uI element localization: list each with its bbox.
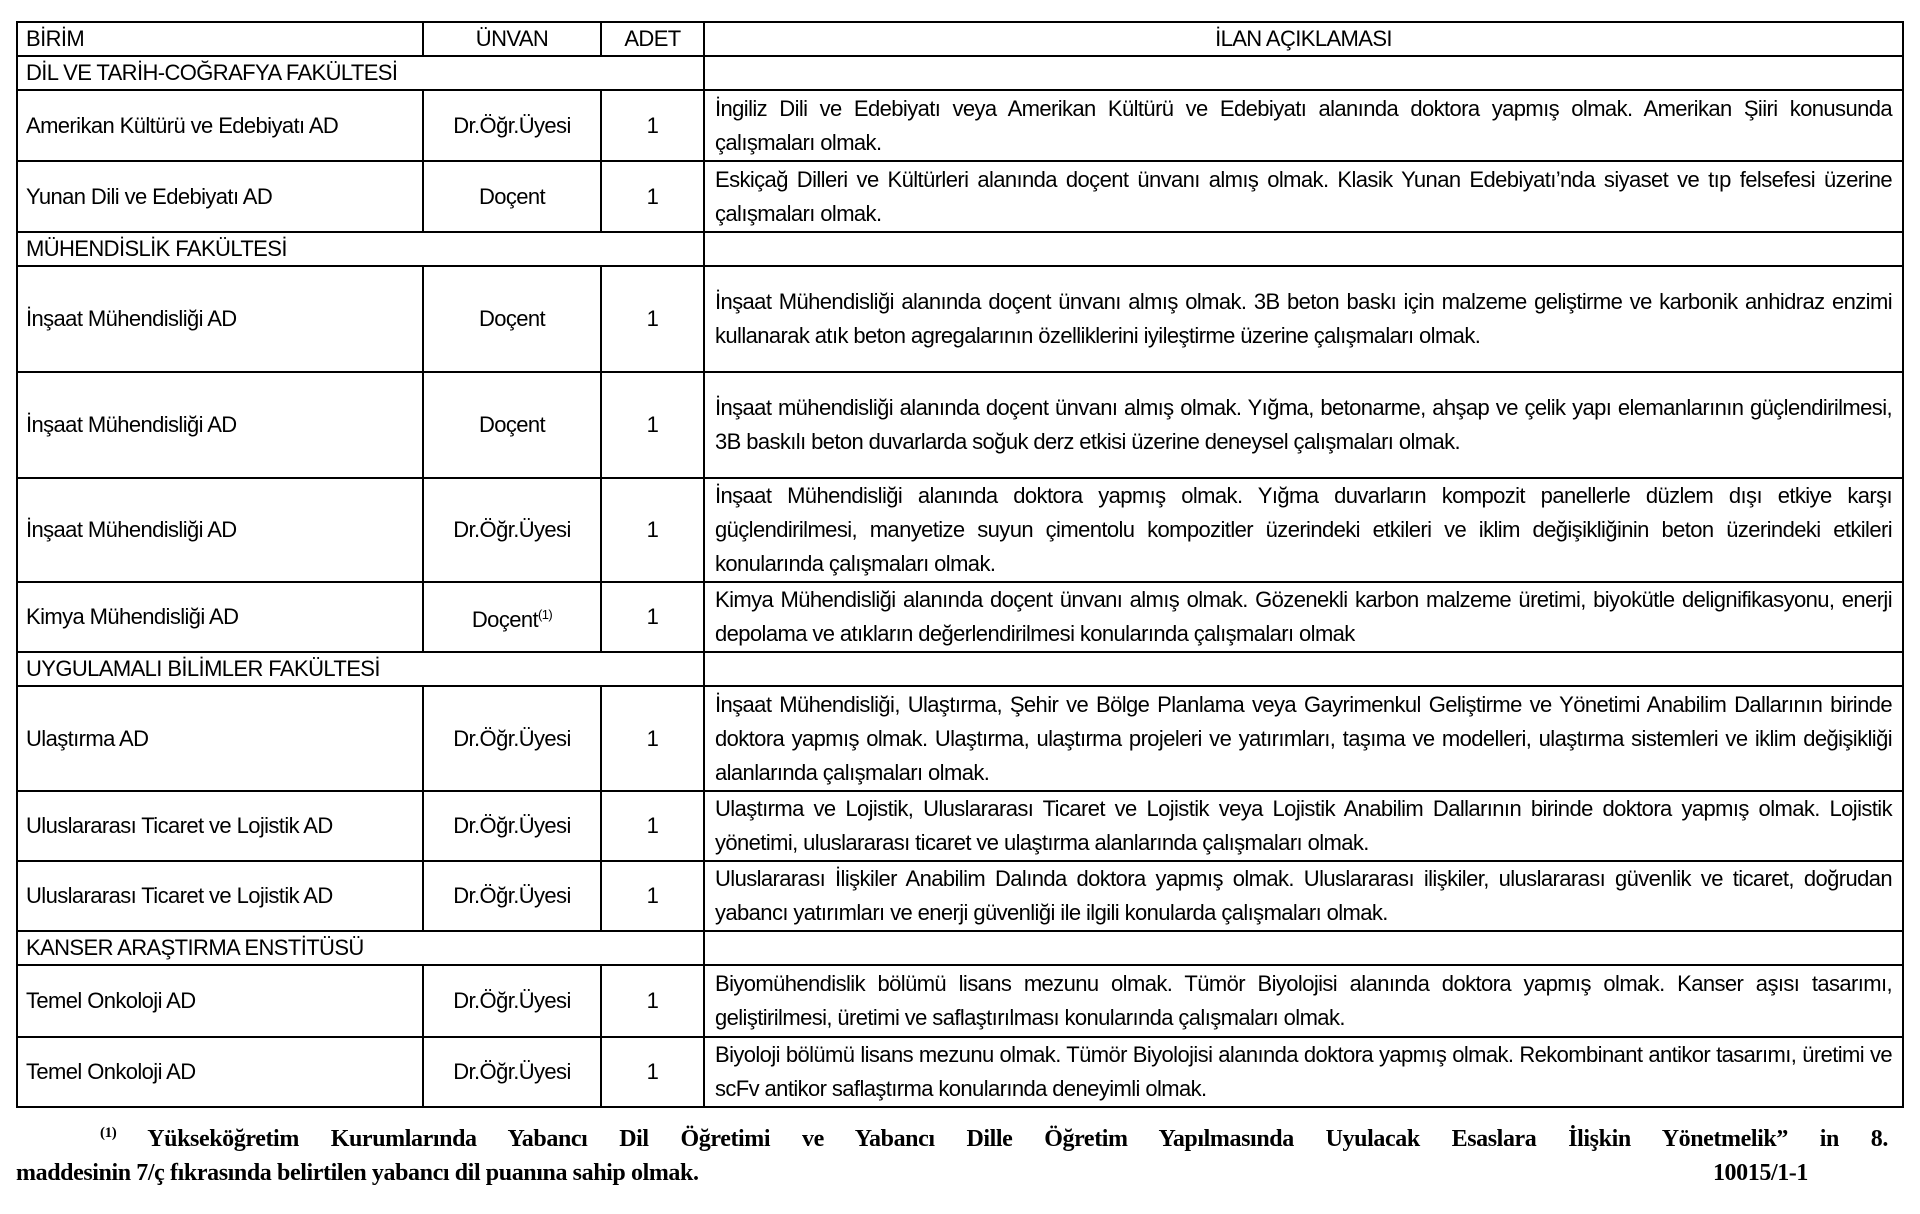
table-row bbox=[17, 791, 1903, 861]
birim-cell: Yunan Dili ve Edebiyatı AD bbox=[17, 161, 423, 232]
empty-cell bbox=[704, 652, 1903, 686]
unvan-cell bbox=[423, 372, 601, 478]
unvan-text: Doçent bbox=[478, 306, 546, 331]
faculty-name: KANSER ARAŞTIRMA ENSTİTÜSÜ bbox=[17, 931, 704, 965]
unvan-text: Doçent bbox=[471, 606, 538, 632]
job-listing-table bbox=[16, 21, 1904, 1108]
table-header-row bbox=[17, 22, 1903, 56]
unvan-cell bbox=[423, 582, 601, 652]
unvan-cell bbox=[423, 791, 601, 861]
table-row bbox=[17, 1037, 1903, 1107]
table-row bbox=[17, 478, 1903, 582]
birim-cell: İnşaat Mühendisliği AD bbox=[17, 372, 423, 478]
aciklama-cell: Biyoloji bölümü lisans mezunu olmak. Tümör Biyolojisi alanında doktora yapmış olmak. Rekombinant antikor tasarımı, üretimi ve scFv antikor saflaştırma konularında deneyimli olmak. bbox=[704, 1037, 1903, 1107]
footnote-marker: (1) bbox=[100, 1125, 117, 1141]
document-reference: 10015/1-1 bbox=[1712, 1160, 1808, 1186]
birim-cell: Kimya Mühendisliği AD bbox=[17, 582, 423, 652]
unvan-cell bbox=[423, 266, 601, 372]
unvan-cell bbox=[423, 861, 601, 931]
unvan-text: Doçent bbox=[478, 412, 546, 437]
adet-cell: 1 bbox=[601, 90, 704, 161]
footnote-text-2: maddesinin 7/ç fıkrasında belirtilen yabancı dil puanına sahip olmak. bbox=[16, 1160, 699, 1186]
adet-cell: 1 bbox=[601, 861, 704, 931]
unvan-text: Dr.Öğr.Üyesi bbox=[453, 813, 571, 838]
aciklama-cell: İnşaat Mühendisliği alanında doktora yapmış olmak. Yığma duvarların kompozit panellerle düzlem dışı etkiye karşı güçlendirilmesi, manyetize suyun çimentolu kompozitler üzerindeki etkileri ve iklim değişikliğinin beton üzerindeki etkileri konularında çalışmaları olmak. bbox=[704, 478, 1903, 582]
table-row bbox=[17, 686, 1903, 791]
faculty-name: UYGULAMALI BİLİMLER FAKÜLTESİ bbox=[17, 652, 704, 686]
table-row bbox=[17, 266, 1903, 372]
footnote-ref: (1) bbox=[538, 606, 553, 622]
table-row bbox=[17, 582, 1903, 652]
unvan-text: Dr.Öğr.Üyesi bbox=[453, 517, 571, 542]
unvan-text: Doçent bbox=[478, 183, 546, 209]
aciklama-cell: Eskiçağ Dilleri ve Kültürleri alanında doçent ünvanı almış olmak. Klasik Yunan Edebiyatı’nda siyaset ve tıp felsefesi üzerine çalışmaları olmak. bbox=[704, 161, 1903, 232]
aciklama-cell: İnşaat mühendisliği alanında doçent ünvanı almış olmak. Yığma, betonarme, ahşap ve çelik yapı elemanlarının güçlendirilmesi, 3B baskılı beton duvarlarda soğuk derz etkisi üzerine deneysel çalışmaları olmak. bbox=[704, 372, 1903, 478]
empty-cell bbox=[704, 931, 1903, 965]
aciklama-cell: İngiliz Dili ve Edebiyatı veya Amerikan Kültürü ve Edebiyatı alanında doktora yapmış olmak. Amerikan Şiiri konusunda çalışmaları olmak. bbox=[704, 90, 1903, 161]
unvan-cell bbox=[423, 478, 601, 582]
faculty-row bbox=[17, 931, 1903, 965]
adet-cell: 1 bbox=[601, 791, 704, 861]
faculty-name: DİL VE TARİH-COĞRAFYA FAKÜLTESİ bbox=[17, 56, 704, 90]
footnote-line-2 bbox=[16, 1156, 1888, 1190]
unvan-cell bbox=[423, 161, 601, 232]
unvan-cell bbox=[423, 965, 601, 1037]
table-row bbox=[17, 372, 1903, 478]
unvan-text: Dr.Öğr.Üyesi bbox=[453, 988, 571, 1013]
birim-cell: Uluslararası Ticaret ve Lojistik AD bbox=[17, 861, 423, 931]
empty-cell bbox=[704, 232, 1903, 266]
table-row bbox=[17, 965, 1903, 1037]
aciklama-cell: İnşaat Mühendisliği, Ulaştırma, Şehir ve Bölge Planlama veya Gayrimenkul Geliştirme ve Yönetimi Anabilim Dallarının birinde doktora yapmış olmak. Ulaştırma, ulaştırma projeleri ve yatırımları, taşıma ve modelleri, ulaştırma sistemleri ve iklim değişikliği alanlarında çalışmaları olmak. bbox=[704, 686, 1903, 791]
unvan-cell bbox=[423, 1037, 601, 1107]
birim-cell: Temel Onkoloji AD bbox=[17, 965, 423, 1037]
header-birim: BİRİM bbox=[17, 22, 423, 56]
adet-cell: 1 bbox=[601, 582, 704, 652]
table-row bbox=[17, 90, 1903, 161]
birim-cell: İnşaat Mühendisliği AD bbox=[17, 478, 423, 582]
birim-cell: Ulaştırma AD bbox=[17, 686, 423, 791]
birim-cell: Temel Onkoloji AD bbox=[17, 1037, 423, 1107]
aciklama-cell: Biyomühendislik bölümü lisans mezunu olmak. Tümör Biyolojisi alanında doktora yapmış olmak. Kanser aşısı tasarımı, geliştirilmesi, üretimi ve saflaştırılması konularında çalışmaları olmak. bbox=[704, 965, 1903, 1037]
header-aciklama: İLAN AÇIKLAMASI bbox=[704, 22, 1903, 56]
adet-cell: 1 bbox=[601, 372, 704, 478]
footnote-line-1 bbox=[16, 1116, 1888, 1156]
unvan-cell bbox=[423, 686, 601, 791]
aciklama-cell: İnşaat Mühendisliği alanında doçent ünvanı almış olmak. 3B beton baskı için malzeme geliştirme ve karbonik anhidraz enzimi kullanarak atık beton agregalarının özelliklerini iyileştirme üzerine çalışmaları olmak. bbox=[704, 266, 1903, 372]
footnote bbox=[16, 1116, 1888, 1190]
adet-cell: 1 bbox=[601, 965, 704, 1037]
unvan-text: Dr.Öğr.Üyesi bbox=[453, 1059, 571, 1084]
birim-cell: Uluslararası Ticaret ve Lojistik AD bbox=[17, 791, 423, 861]
faculty-row bbox=[17, 652, 1903, 686]
unvan-text: Dr.Öğr.Üyesi bbox=[453, 725, 571, 751]
faculty-name: MÜHENDİSLİK FAKÜLTESİ bbox=[17, 232, 704, 266]
adet-cell: 1 bbox=[601, 686, 704, 791]
birim-cell: Amerikan Kültürü ve Edebiyatı AD bbox=[17, 90, 423, 161]
aciklama-cell: Ulaştırma ve Lojistik, Uluslararası Ticaret ve Lojistik veya Lojistik Anabilim Dallarının birinde doktora yapmış olmak. Lojistik yönetimi, uluslararası ticaret ve ulaştırma alanlarında çalışmaları olmak. bbox=[704, 791, 1903, 861]
table-row bbox=[17, 861, 1903, 931]
birim-cell: İnşaat Mühendisliği AD bbox=[17, 266, 423, 372]
footnote-text-1: Yükseköğretim Kurumlarında Yabancı Dil Öğretimi ve Yabancı Dille Öğretim Yapılmasında Uyulacak Esaslara İlişkin Yönetmelik” in 8. bbox=[147, 1126, 1888, 1152]
table-row bbox=[17, 161, 1903, 232]
aciklama-cell: Kimya Mühendisliği alanında doçent ünvanı almış olmak. Gözenekli karbon malzeme üretimi, biyokütle delignifikasyonu, enerji depolama ve atıkların değerlendirilmesi konularında çalışmaları olmak bbox=[704, 582, 1903, 652]
faculty-row bbox=[17, 56, 1903, 90]
faculty-row bbox=[17, 232, 1903, 266]
header-unvan: ÜNVAN bbox=[423, 22, 601, 56]
adet-cell: 1 bbox=[601, 1037, 704, 1107]
unvan-text: Dr.Öğr.Üyesi bbox=[453, 883, 571, 908]
unvan-cell bbox=[423, 90, 601, 161]
aciklama-cell: Uluslararası İlişkiler Anabilim Dalında doktora yapmış olmak. Uluslararası ilişkiler, uluslararası güvenlik ve ticaret, doğrudan yabancı yatırımları ve enerji güvenliği ile ilgili konularda çalışmaları olmak. bbox=[704, 861, 1903, 931]
unvan-text: Dr.Öğr.Üyesi bbox=[453, 112, 571, 138]
header-adet: ADET bbox=[601, 22, 704, 56]
adet-cell: 1 bbox=[601, 266, 704, 372]
adet-cell: 1 bbox=[601, 478, 704, 582]
empty-cell bbox=[704, 56, 1903, 90]
adet-cell: 1 bbox=[601, 161, 704, 232]
